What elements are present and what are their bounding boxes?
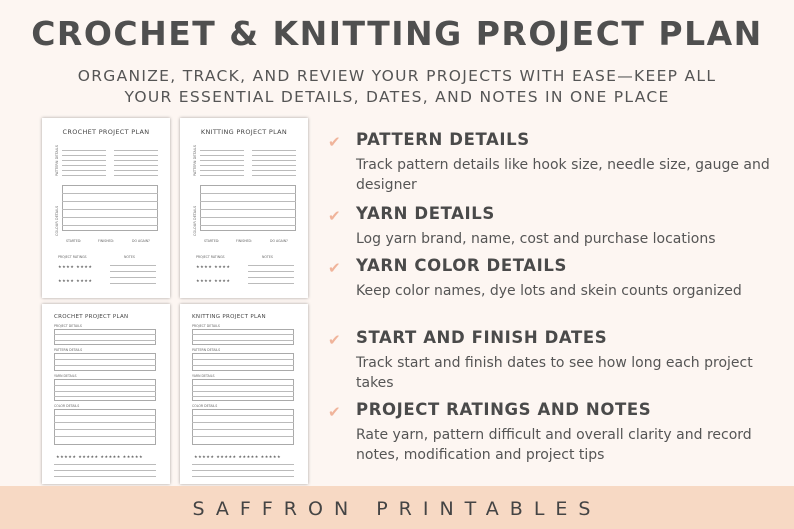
preview-section-label: COLOR DETAILS bbox=[192, 404, 218, 408]
footer-bar bbox=[0, 486, 794, 529]
feature-description: Track start and finish dates to see how long each project takes bbox=[356, 355, 753, 391]
preview-section-label: PATTERN DETAILS bbox=[55, 145, 59, 176]
subtitle-line-1: ORGANIZE, TRACK, AND REVIEW YOUR PROJECTS WITH EASE—KEEP ALL bbox=[77, 67, 717, 85]
crochet-plan-preview-a bbox=[42, 118, 170, 298]
preview-title: KNITTING PROJECT PLAN bbox=[200, 128, 288, 136]
preview-ratings-label: PROJECT RATINGS bbox=[58, 255, 87, 259]
preview-started-label: STARTED: bbox=[204, 239, 220, 243]
preview-ratings-label: PROJECT RATINGS bbox=[196, 255, 225, 259]
feature-title: START AND FINISH DATES bbox=[356, 328, 608, 347]
preview-stars: ★★★★★ ★★★★★ ★★★★★ ★★★★★ bbox=[56, 454, 144, 459]
preview-stars: ★★★★ ★★★★ bbox=[58, 264, 93, 269]
knitting-plan-preview-a bbox=[180, 118, 308, 298]
preview-section-label: COLOR DETAILS bbox=[54, 404, 80, 408]
preview-notes-label: NOTES bbox=[124, 255, 135, 259]
brand-name: SAFFRON PRINTABLES bbox=[192, 498, 602, 520]
subtitle-line-2: YOUR ESSENTIAL DETAILS, DATES, AND NOTES IN ONE PLACE bbox=[124, 88, 670, 106]
feature-description: Keep color names, dye lots and skein counts organized bbox=[356, 283, 742, 299]
feature-description: Rate yarn, pattern difficult and overall clarity and record notes, modification and project tips bbox=[356, 427, 752, 463]
preview-stars: ★★★★ ★★★★ bbox=[196, 278, 231, 283]
check-icon: ✔ bbox=[328, 403, 341, 421]
preview-finished-label: FINISHED: bbox=[236, 239, 253, 243]
planner-previews bbox=[42, 118, 308, 484]
preview-section-label: PROJECT DETAILS bbox=[192, 324, 220, 328]
preview-section-label: YARN DETAILS bbox=[192, 374, 215, 378]
preview-section-label: COLOUR DETAILS bbox=[55, 205, 59, 236]
preview-stars: ★★★★★ ★★★★★ ★★★★★ ★★★★★ bbox=[194, 454, 282, 459]
preview-again-label: DO AGAIN? bbox=[132, 239, 150, 243]
feature-title: YARN DETAILS bbox=[356, 204, 495, 223]
preview-section-label: PATTERN DETAILS bbox=[54, 348, 83, 352]
preview-section-label: PROJECT DETAILS bbox=[54, 324, 82, 328]
crochet-plan-preview-b bbox=[42, 304, 170, 484]
preview-finished-label: FINISHED: bbox=[98, 239, 115, 243]
preview-started-label: STARTED: bbox=[66, 239, 82, 243]
preview-section-label: PATTERN DETAILS bbox=[192, 348, 221, 352]
preview-title: CROCHET PROJECT PLAN bbox=[62, 128, 150, 136]
page-title: CROCHET & KNITTING PROJECT PLAN bbox=[31, 14, 763, 53]
feature-description: Track pattern details like hook size, needle size, gauge and designer bbox=[356, 157, 770, 193]
knitting-plan-preview-b bbox=[180, 304, 308, 484]
preview-stars: ★★★★ ★★★★ bbox=[58, 278, 93, 283]
check-icon: ✔ bbox=[328, 331, 341, 349]
preview-stars: ★★★★ ★★★★ bbox=[196, 264, 231, 269]
preview-section-label: PATTERN DETAILS bbox=[193, 145, 197, 176]
preview-section-label: YARN DETAILS bbox=[54, 374, 77, 378]
check-icon: ✔ bbox=[328, 259, 341, 277]
preview-title: CROCHET PROJECT PLAN bbox=[54, 314, 129, 320]
page-subtitle bbox=[30, 66, 764, 108]
feature-title: PATTERN DETAILS bbox=[356, 130, 530, 149]
preview-notes-label: NOTES bbox=[262, 255, 273, 259]
check-icon: ✔ bbox=[328, 207, 341, 225]
preview-again-label: DO AGAIN? bbox=[270, 239, 288, 243]
preview-section-label: COLOUR DETAILS bbox=[193, 205, 197, 236]
preview-title: KNITTING PROJECT PLAN bbox=[192, 314, 266, 320]
feature-title: PROJECT RATINGS AND NOTES bbox=[356, 400, 652, 419]
feature-description: Log yarn brand, name, cost and purchase locations bbox=[356, 231, 716, 247]
feature-title: YARN COLOR DETAILS bbox=[356, 256, 567, 275]
check-icon: ✔ bbox=[328, 133, 341, 151]
